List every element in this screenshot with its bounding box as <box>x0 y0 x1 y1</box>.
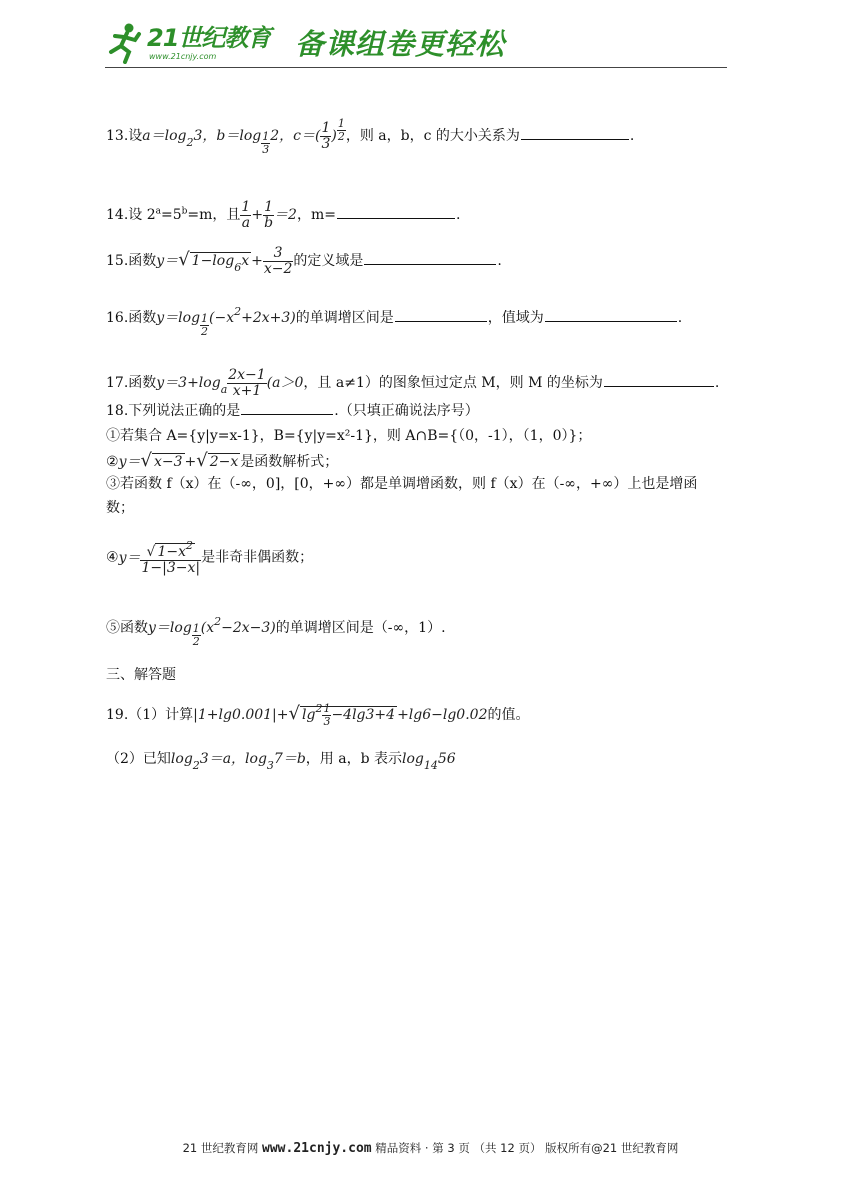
statement-2: ②y＝√ x−3 +√ 2−x 是函数解析式； <box>106 450 339 471</box>
statement-3-line-2: 数； <box>106 500 134 516</box>
q16-formula: y＝log $_{\frac{1}{2}}$ $(-x^2+2x+3)$ <box>156 305 296 338</box>
q19-1-formula: |1+lg0.001|+√ $\lg^2$ $\frac{1}{3}$ −4lg3+4 +lg6−lg0.02 <box>193 702 488 728</box>
logo-text: 21世纪教育 <box>147 24 271 52</box>
q17-formula: $y=3+\log_a$ $\frac{2x-1}{x+1}$ (a＞0 <box>156 367 304 399</box>
question-13: 13.设$a=\log_23$，b＝log $_{\frac{1}{3}}$ 2，c＝( $\frac{1}{3}$ ) $^{\frac{1}{2}}$ ，则 a，b，c 的大小关系为 . <box>106 117 635 156</box>
section-heading: 三、解答题 <box>106 667 176 683</box>
runner-logo-icon <box>105 22 145 64</box>
q19-2-formula: $\log_23=a$，$\log_37=b$ <box>170 751 306 772</box>
page-footer <box>0 1140 861 1156</box>
header-slogan: 备课组卷更轻松 <box>295 27 506 61</box>
answer-blank <box>364 262 496 265</box>
logo-url: www.21cnjy.com <box>149 52 217 61</box>
q13-formula: $a=\log_23$，b＝log $_{\frac{1}{3}}$ 2，c＝( $\frac{1}{3}$ ) $^{\frac{1}{2}}$ <box>142 117 345 156</box>
page-header <box>105 18 727 70</box>
q15-formula: y＝√ $1-\log_6x$ + $\frac{3}{x-2}$ <box>156 245 293 277</box>
statement-5: ⑤函数y＝log $_{\frac{1}{2}}$ $(x^2-2x-3)$的单调增区间是（-∞，1）. <box>106 615 446 648</box>
answer-blank <box>337 216 455 219</box>
s2-formula: y＝√ x−3 +√ 2−x <box>118 450 239 471</box>
statement-4: ④y＝ $\frac{√ 1-x^2}{1-|3-x|}$ 是非奇非偶函数； <box>106 539 314 576</box>
question-19-part-2: （2）已知$\log_23=a$，$\log_37=b$，用 a，b 表示$\log_{14}56$ <box>106 751 456 772</box>
header-divider <box>105 67 727 68</box>
q13-tail: ，则 a，b，c 的大小关系为 <box>345 128 520 145</box>
q19-2-target: $\log_{14}56$ <box>402 751 456 772</box>
footer-site: www.21cnjy.com <box>262 1141 372 1156</box>
footer-left: 21 世纪教育网 <box>182 1141 259 1155</box>
answer-blank <box>604 384 714 387</box>
question-19-part-1: 19.（1）计算|1+lg0.001|+√ $\lg^2$ $\frac{1}{3}$ −4lg3+4 +lg6−lg0.02的值。 <box>106 702 530 728</box>
question-14: 14.设 $2^a=5^b=m$，且 $\frac{1}{a}$ + $\frac{1}{b}$ ＝2，m= . <box>106 199 461 231</box>
answer-blank <box>545 319 677 322</box>
question-16: 16.函数y＝log $_{\frac{1}{2}}$ $(-x^2+2x+3)$的单调增区间是 ，值域为 . <box>106 305 683 338</box>
q14-formula: $\frac{1}{a}$ + $\frac{1}{b}$ ＝2 <box>241 199 297 231</box>
statement-3-line-1: ③若函数 f（x）在（-∞，0]，[0，+∞）都是单调增函数，则 f（x）在（-∞，+∞）上也是增函 <box>106 476 698 492</box>
footer-right: 精品资料 · 第 3 页 （共 12 页） 版权所有@21 世纪教育网 <box>375 1141 679 1155</box>
answer-blank <box>395 319 487 322</box>
answer-blank <box>521 137 629 140</box>
statement-1: ①若集合 A={y|y=x-1}，B={y|y=x²-1}，则 A∩B={（0，-1），（1，0）}； <box>106 428 592 444</box>
answer-blank <box>241 412 333 415</box>
s4-formula: y＝ $\frac{√ 1-x^2}{1-|3-x|}$ <box>118 539 201 576</box>
question-17: 17.函数$y=3+\log_a$ $\frac{2x-1}{x+1}$ (a＞0，且 a≠1）的图象恒过定点 M，则 M 的坐标为 . <box>106 367 720 399</box>
question-15: 15.函数y＝√ $1-\log_6x$ + $\frac{3}{x-2}$ 的定义域是 . <box>106 245 502 277</box>
q13-prefix: 13.设 <box>106 128 143 145</box>
question-18: 18.下列说法正确的是 .（只填正确说法序号） <box>106 403 479 419</box>
s5-formula: y＝log $_{\frac{1}{2}}$ $(x^2-2x-3)$ <box>148 615 276 648</box>
